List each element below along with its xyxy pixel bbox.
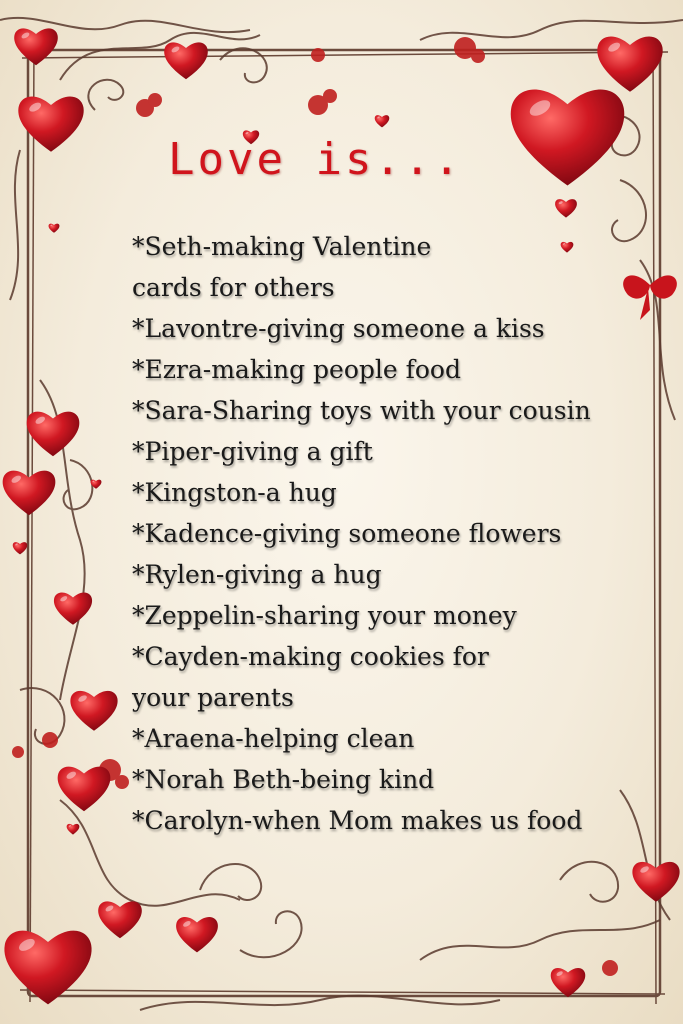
list-item: *Kadence-giving someone flowers [132, 519, 562, 548]
list-item: *Seth-making Valentine [132, 232, 432, 261]
list-item: *Lavontre-giving someone a kiss [132, 314, 545, 343]
list-item: *Piper-giving a gift [132, 437, 373, 466]
list-item: *Kingston-a hug [132, 478, 337, 507]
list-item: *Sara-Sharing toys with your cousin [132, 396, 591, 425]
list-item: *Cayden-making cookies for [132, 642, 489, 671]
love-list [132, 226, 652, 841]
list-item: *Norah Beth-being kind [132, 765, 435, 794]
list-item: *Araena-helping clean [132, 724, 415, 753]
list-item: *Rylen-giving a hug [132, 560, 382, 589]
list-item: *Zeppelin-sharing your money [132, 601, 517, 630]
list-item: *Carolyn-when Mom makes us food [132, 806, 583, 835]
list-item: cards for others [132, 273, 335, 302]
list-item: your parents [132, 683, 294, 712]
page-title: Love is... [168, 134, 463, 185]
list-item: *Ezra-making people food [132, 355, 461, 384]
